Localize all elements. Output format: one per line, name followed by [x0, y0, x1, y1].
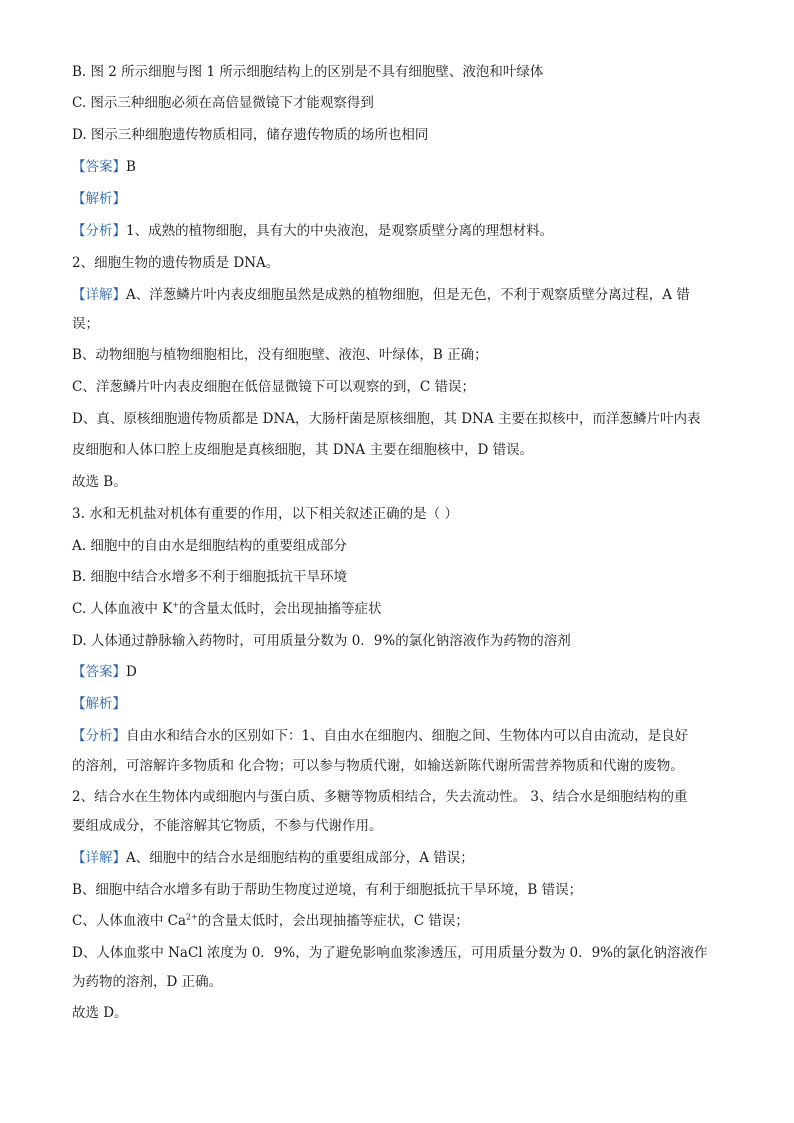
analysis-tag: 【解析】	[72, 696, 126, 712]
detail-tag: 【详解】	[72, 287, 126, 303]
detail-line: 【详解】A、细胞中的结合水是细胞结构的重要组成部分，A 错误；	[72, 850, 474, 866]
answer-tag: 【答案】	[72, 159, 126, 175]
option-d-line: D. 图示三种细胞遗传物质相同，储存遗传物质的场所也相同	[72, 127, 429, 143]
fenxi-tag: 【分析】	[72, 223, 126, 239]
fenxi-tag: 【分析】	[72, 728, 126, 744]
analysis-line: 【分析】1、成熟的植物细胞，具有大的中央液泡，是观察质壁分离的理想材料。	[72, 223, 554, 239]
detail-line: B、细胞中结合水增多有助于帮助生物度过逆境，有利于细胞抵抗干旱环境，B 错误；	[72, 882, 583, 898]
analysis-heading	[72, 694, 126, 714]
conclusion-line: 故选 D。	[72, 1005, 128, 1021]
detail-line: C、人体血液中 $Ca^{2+}$的含量太低时，会出现抽搐等症状，C 错误；	[72, 912, 469, 929]
detail-line: 为药物的溶剂，D 正确。	[72, 974, 223, 990]
detail-line: D、人体血浆中 NaCl 浓度为 0．9%，为了避免影响血浆渗透压，可用质量分数为 0．9%的氯化钠溶液作	[72, 945, 708, 961]
option-d-line: D. 人体通过静脉输入药物时，可用质量分数为 0．9%的氯化钠溶液作为药物的溶剂	[72, 633, 571, 649]
analysis-line: 2、细胞生物的遗传物质是 DNA。	[72, 255, 280, 271]
option-b-line: B. 细胞中结合水增多不利于细胞抵抗干旱环境	[72, 569, 348, 585]
option-c-line: C. 人体血液中 K+的含量太低时，会出现抽搐等症状	[72, 600, 382, 617]
detail-line: 皮细胞和人体口腔上皮细胞是真核细胞，其 DNA 主要在细胞核中，D 错误。	[72, 442, 534, 458]
option-a-line: A. 细胞中的自由水是细胞结构的重要组成部分	[72, 538, 347, 554]
detail-line: B、动物细胞与植物细胞相比，没有细胞壁、液泡、叶绿体，B 正确；	[72, 347, 488, 363]
analysis-line: 2、结合水在生物体内或细胞内与蛋白质、多糖等物质相结合，失去流动性。 3、结合水是细胞结构的重	[72, 789, 688, 805]
analysis-heading	[72, 189, 126, 209]
detail-line: C、洋葱鳞片叶内表皮细胞在低倍显微镜下可以观察的到，C 错误；	[72, 379, 475, 395]
conclusion-line: 故选 B。	[72, 474, 127, 490]
analysis-line: 【分析】自由水和结合水的区别如下：1、自由水在细胞内、细胞之间、生物体内可以自由流动，是良好	[72, 728, 689, 744]
detail-line: 【详解】A、洋葱鳞片叶内表皮细胞虽然是成熟的植物细胞，但是无色，不利于观察质壁分离过程，A 错	[72, 287, 690, 303]
question-3-stem: 3. 水和无机盐对机体有重要的作用，以下相关叙述正确的是（ ）	[72, 506, 458, 522]
analysis-tag: 【解析】	[72, 191, 126, 207]
detail-tag: 【详解】	[72, 850, 126, 866]
analysis-line: 的溶剂，可溶解许多物质和 化合物；可以参与物质代谢，如输送新陈代谢所需营养物质和代谢的废物。	[72, 758, 684, 774]
answer-tag: 【答案】	[72, 664, 126, 680]
analysis-line: 要组成成分，不能溶解其它物质，不参与代谢作用。	[72, 818, 383, 834]
answer-line: 【答案】B	[72, 159, 136, 175]
answer-line: 【答案】D	[72, 664, 137, 680]
option-b-line: B. 图 2 所示细胞与图 1 所示细胞结构上的区别是不具有细胞壁、液泡和叶绿体	[72, 64, 544, 80]
detail-line: D、真、原核细胞遗传物质都是 DNA，大肠杆菌是原核细胞，其 DNA 主要在拟核中，而洋葱鳞片叶内表	[72, 411, 701, 427]
option-c-line: C. 图示三种细胞必须在高倍显微镜下才能观察得到	[72, 95, 374, 111]
detail-line: 误；	[72, 316, 99, 332]
